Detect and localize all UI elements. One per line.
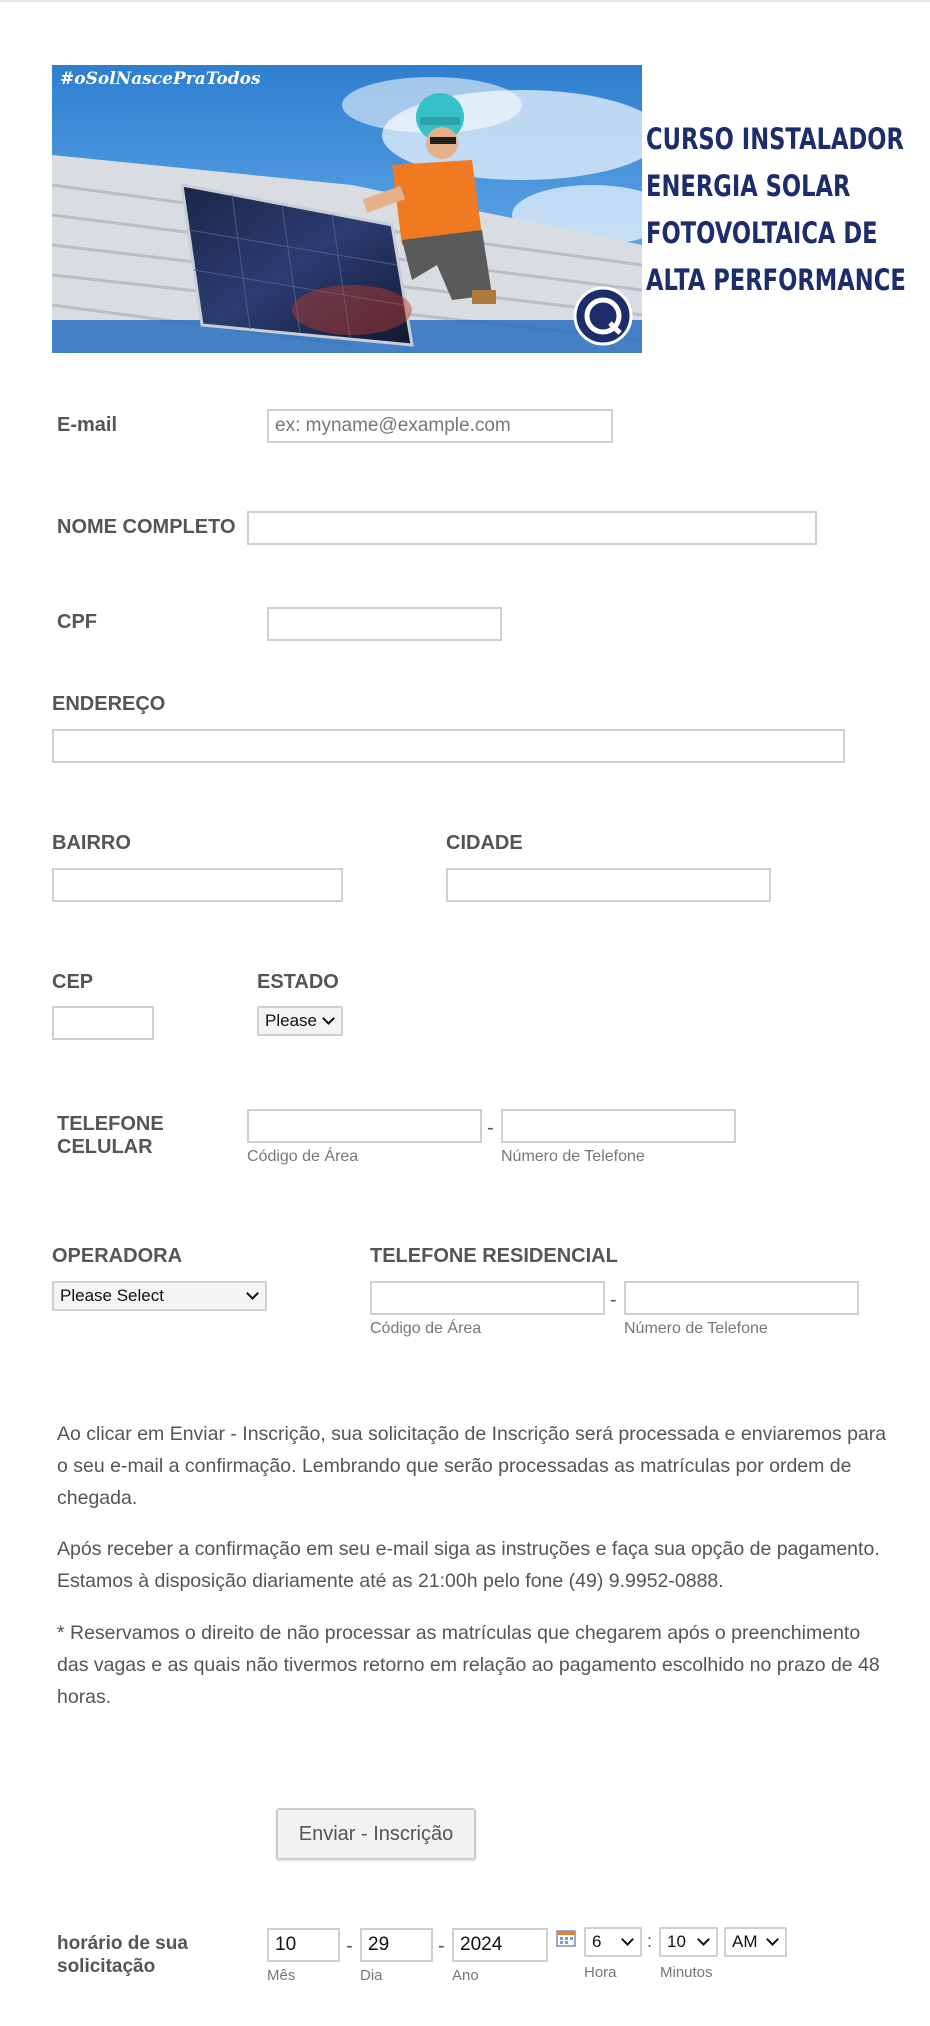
email-label: E-mail bbox=[57, 414, 118, 436]
carrier-select[interactable] bbox=[52, 1281, 267, 1311]
city-input[interactable] bbox=[446, 868, 771, 902]
header-banner bbox=[52, 65, 642, 353]
ampm-select-value: AM bbox=[732, 1932, 758, 1951]
mobile-number-input[interactable] bbox=[501, 1109, 736, 1143]
state-label: ESTADO bbox=[257, 971, 339, 993]
hashtag-text: #oSolNascePraTodos bbox=[60, 69, 261, 89]
chevron-down-icon bbox=[766, 1933, 779, 1946]
cpf-label: CPF bbox=[57, 611, 97, 633]
mobile-area-code-sublabel: Código de Área bbox=[247, 1148, 359, 1165]
city-label: CIDADE bbox=[446, 832, 523, 854]
zip-label: CEP bbox=[52, 971, 94, 993]
carrier-label: OPERADORA bbox=[52, 1245, 183, 1267]
ampm-select[interactable] bbox=[724, 1927, 787, 1957]
month-input[interactable] bbox=[267, 1928, 340, 1962]
info-paragraph-3: * Reservamos o direito de não processar as matrículas que chegarem após o preenchimento das vagas e as quais não tivermos retorno em relação ao pagamento escolhido no prazo de 48 horas. bbox=[57, 1622, 880, 1708]
home-number-input[interactable] bbox=[624, 1281, 859, 1315]
cpf-input[interactable] bbox=[267, 607, 502, 641]
info-paragraph-2: Após receber a confirmação em seu e-mail siga as instruções e faça sua opção de pagamento. Estamos à disposição diariamente até as 21:00h pelo fone (49) 9.9952-0888. bbox=[57, 1538, 880, 1592]
request-datetime-label-line-1: horário de sua bbox=[57, 1933, 188, 1954]
home-number-sublabel: Número de Telefone bbox=[624, 1320, 768, 1337]
state-select[interactable] bbox=[257, 1006, 343, 1036]
course-title-line-4: ALTA PERFORMANCE bbox=[646, 263, 906, 297]
carrier-select-value: Please Select bbox=[60, 1286, 164, 1305]
info-paragraph-1: Ao clicar em Enviar - Inscrição, sua solicitação de Inscrição será processada e enviaremos para o seu e-mail a confirmação. Lembrando que serão processadas as matrículas por ordem de chegada. bbox=[57, 1423, 887, 1509]
day-input[interactable] bbox=[360, 1928, 433, 1962]
mobile-area-code-input[interactable] bbox=[247, 1109, 482, 1143]
time-separator: : bbox=[647, 1931, 653, 1951]
minute-select[interactable] bbox=[659, 1927, 718, 1957]
course-title-line-2: ENERGIA SOLAR bbox=[646, 169, 851, 203]
calendar-icon[interactable] bbox=[556, 1929, 576, 1947]
chevron-down-icon bbox=[697, 1933, 710, 1946]
request-datetime-label bbox=[57, 1932, 188, 1978]
chevron-down-icon bbox=[322, 1012, 335, 1025]
mobile-phone-label-line-2: CELULAR bbox=[57, 1136, 153, 1158]
home-area-code-sublabel: Código de Área bbox=[370, 1320, 482, 1337]
full-name-label: NOME COMPLETO bbox=[57, 516, 236, 538]
mobile-phone-label-line-1: TELEFONE bbox=[57, 1113, 164, 1135]
hour-select-value: 6 bbox=[592, 1932, 602, 1951]
home-phone-separator: - bbox=[610, 1289, 617, 1311]
course-title bbox=[646, 116, 906, 304]
hour-sublabel: Hora bbox=[584, 1964, 617, 1981]
email-input[interactable] bbox=[267, 409, 613, 443]
solar-installer-image bbox=[52, 65, 642, 353]
neighborhood-input[interactable] bbox=[52, 868, 343, 902]
home-phone-label: TELEFONE RESIDENCIAL bbox=[370, 1245, 618, 1267]
top-border bbox=[0, 0, 930, 2]
course-title-line-1: CURSO INSTALADOR bbox=[646, 122, 904, 156]
full-name-input[interactable] bbox=[247, 511, 817, 545]
minute-sublabel: Minutos bbox=[660, 1964, 713, 1981]
hour-select[interactable] bbox=[584, 1927, 642, 1957]
address-input[interactable] bbox=[52, 729, 845, 763]
home-area-code-input[interactable] bbox=[370, 1281, 605, 1315]
submit-button[interactable]: Enviar - Inscrição bbox=[276, 1808, 476, 1860]
neighborhood-label: BAIRRO bbox=[52, 832, 131, 854]
day-sublabel: Dia bbox=[360, 1967, 383, 1984]
year-input[interactable] bbox=[452, 1928, 548, 1962]
request-datetime-label-line-2: solicitação bbox=[57, 1956, 156, 1977]
address-label: ENDEREÇO bbox=[52, 693, 166, 715]
date-separator-2: - bbox=[438, 1935, 445, 1957]
course-title-line-3: FOTOVOLTAICA DE bbox=[646, 216, 878, 250]
zip-input[interactable] bbox=[52, 1006, 154, 1040]
minute-select-value: 10 bbox=[667, 1932, 686, 1951]
mobile-phone-label bbox=[57, 1113, 164, 1159]
date-separator-1: - bbox=[346, 1935, 353, 1957]
mobile-number-sublabel: Número de Telefone bbox=[501, 1148, 645, 1165]
state-select-value: Please bbox=[265, 1011, 317, 1030]
month-sublabel: Mês bbox=[267, 1967, 296, 1984]
mobile-phone-separator: - bbox=[487, 1117, 494, 1139]
chevron-down-icon bbox=[621, 1933, 634, 1946]
chevron-down-icon bbox=[246, 1287, 259, 1300]
year-sublabel: Ano bbox=[452, 1967, 479, 1984]
